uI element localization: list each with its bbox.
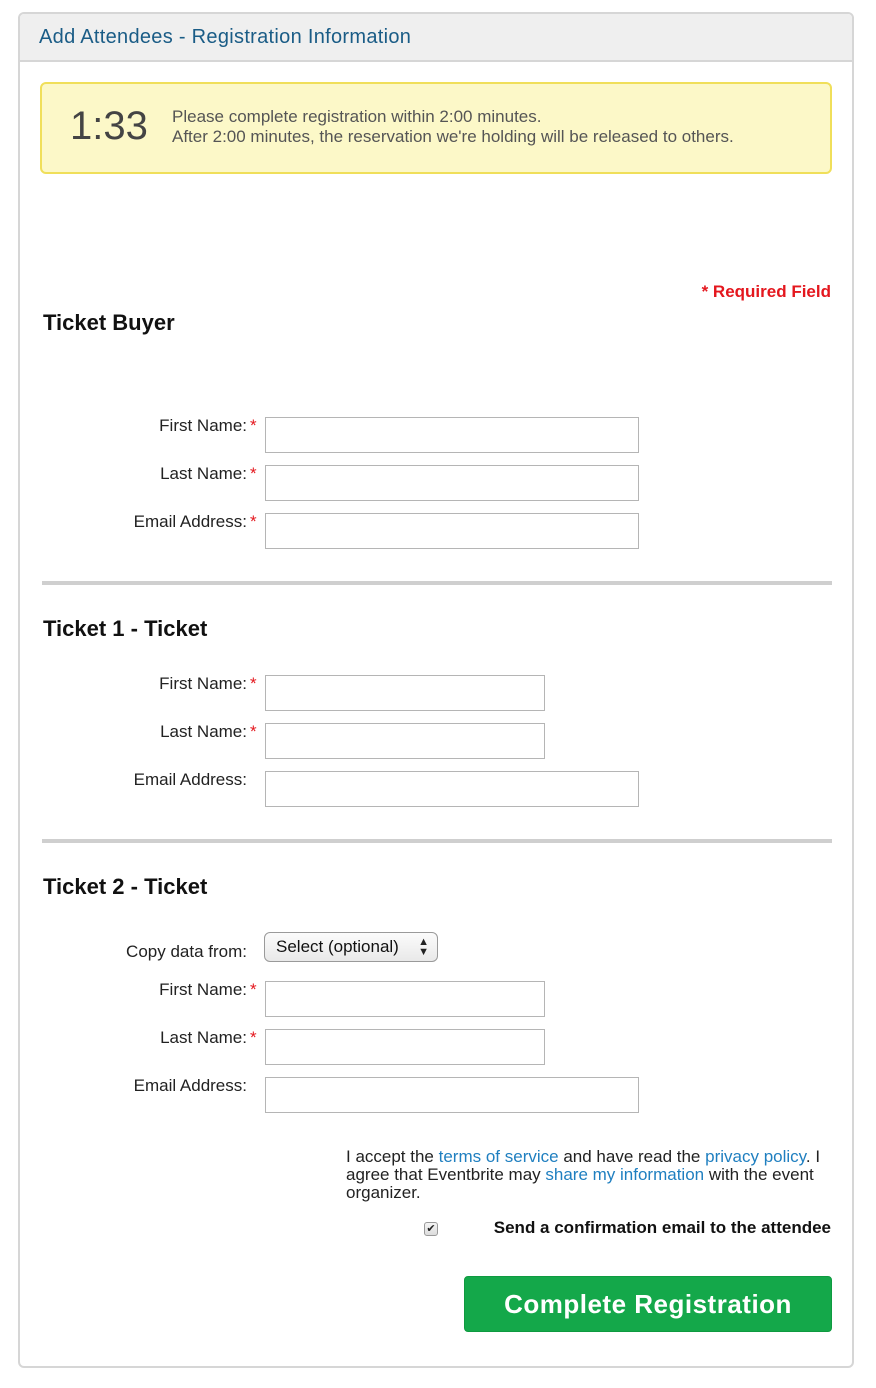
required-marker: * <box>250 464 257 483</box>
terms-text-1: I accept the <box>346 1147 439 1166</box>
terms-statement <box>346 1148 836 1202</box>
ticket1-last-name-label: Last Name: <box>160 722 247 741</box>
copy-data-label: Copy data from: <box>126 942 247 961</box>
buyer-last-name-input[interactable] <box>265 465 639 501</box>
ticket2-first-name-label: First Name: <box>159 980 247 999</box>
required-marker: * <box>250 416 257 435</box>
ticket2-last-name-input[interactable] <box>265 1029 545 1065</box>
buyer-first-name-input[interactable] <box>265 417 639 453</box>
buyer-last-name-label: Last Name: <box>160 464 247 483</box>
ticket2-last-name-label: Last Name: <box>160 1028 247 1047</box>
buyer-first-name-label: First Name: <box>159 416 247 435</box>
required-marker: * <box>250 674 257 693</box>
ticket-1-title: Ticket 1 - Ticket <box>43 616 208 641</box>
ticket1-email-label: Email Address: <box>133 770 247 789</box>
ticket-2-title: Ticket 2 - Ticket <box>43 874 208 899</box>
terms-text-3: . I agree that Eventbrite may <box>346 1147 821 1184</box>
copy-data-select-value: Select (optional) <box>276 937 399 956</box>
share-information-link[interactable]: share my information <box>545 1165 705 1184</box>
ticket1-first-name-label: First Name: <box>159 674 247 693</box>
timer-message-line1: Please complete registration within 2:00 minutes. <box>172 107 542 126</box>
buyer-email-label: Email Address: <box>133 512 247 531</box>
timer-message-line2: After 2:00 minutes, the reservation we're holding will be released to others. <box>172 127 734 146</box>
ticket1-email-input[interactable] <box>265 771 639 807</box>
select-arrows-icon: ▲ ▼ <box>418 936 429 958</box>
confirmation-email-label: Send a confirmation email to the attendee <box>493 1218 831 1237</box>
required-marker: * <box>250 722 257 741</box>
complete-registration-button[interactable]: Complete Registration <box>464 1276 832 1332</box>
required-field-note: * Required Field <box>701 282 831 301</box>
copy-data-select[interactable] <box>264 932 438 962</box>
section-divider <box>42 581 832 585</box>
ticket-buyer-title: Ticket Buyer <box>43 310 175 335</box>
buyer-email-input[interactable] <box>265 513 639 549</box>
confirmation-email-checkbox[interactable] <box>424 1222 438 1236</box>
required-marker: * <box>250 980 257 999</box>
terms-text-4: with the event organizer. <box>346 1165 814 1202</box>
required-marker: * <box>250 1028 257 1047</box>
ticket2-email-input[interactable] <box>265 1077 639 1113</box>
ticket1-first-name-input[interactable] <box>265 675 545 711</box>
panel-title: Add Attendees - Registration Information <box>39 26 412 48</box>
ticket1-last-name-input[interactable] <box>265 723 545 759</box>
privacy-policy-link[interactable]: privacy policy <box>705 1147 806 1166</box>
ticket2-first-name-input[interactable] <box>265 981 545 1017</box>
checkmark-icon: ✔ <box>426 1223 436 1235</box>
panel-header <box>20 14 852 62</box>
terms-text-2: and have read the <box>558 1147 706 1166</box>
ticket2-email-label: Email Address: <box>133 1076 247 1095</box>
section-divider <box>42 839 832 843</box>
reservation-timer-box <box>40 82 832 174</box>
countdown-timer: 1:33 <box>70 104 148 148</box>
terms-of-service-link[interactable]: terms of service <box>438 1147 559 1166</box>
required-marker: * <box>250 512 257 531</box>
